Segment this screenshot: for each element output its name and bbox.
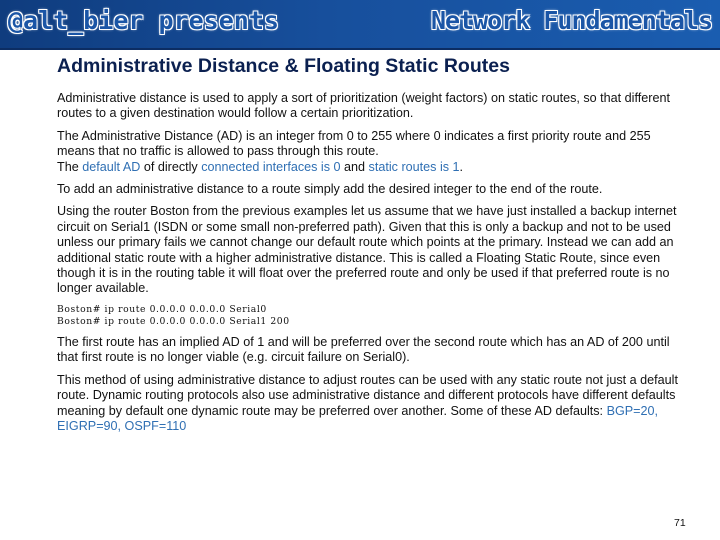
paragraph-dynamic-protocols: [57, 373, 679, 435]
page-number: 71: [674, 517, 686, 529]
series-title: Network Fundamentals: [430, 6, 712, 35]
static-routes-highlight: static routes is 1: [368, 159, 460, 174]
header-banner: [0, 0, 720, 50]
default-ad-highlight: default AD: [82, 159, 141, 174]
text-span: and: [340, 159, 369, 174]
slide-title: Administrative Distance & Floating Static Routes: [57, 55, 510, 77]
connected-interfaces-highlight: connected interfaces is 0: [201, 159, 341, 174]
paragraph-add-ad: To add an administrative distance to a route simply add the desired integer to the end of the route.: [57, 182, 603, 197]
code-line: Boston# ip route 0.0.0.0 0.0.0.0 Serial1 200: [57, 315, 290, 327]
code-line: Boston# ip route 0.0.0.0 0.0.0.0 Serial0: [57, 303, 267, 315]
text-span: of directly: [140, 159, 202, 174]
text-span: This method of using administrative distance to adjust routes can be used with any static route not just a default route. Dynamic routing protocols also use administrative distance and different protocols have different defaults meaning by default one dynamic route may be preferred over another. Some of these AD defaults:: [57, 372, 678, 418]
paragraph-implied-ad: The first route has an implied AD of 1 and will be preferred over the second route which has an AD of 200 until that first route is no longer viable (e.g. circuit failure on Serial0).: [57, 334, 670, 365]
slide-body: [57, 91, 679, 441]
paragraph-ad-range: [57, 129, 679, 175]
code-block: [57, 304, 679, 328]
paragraph-boston-example: Using the router Boston from the previous examples let us assume that we have just installed a backup internet circuit on Serial1 (ISDN or some small non-preferred path). Given that this is only a backup and not to be used unless our primary fails we cannot change our default route which points at the primary. Instead we can add an additional static route with a higher administrative distance. This is called a Floating Static Route, since even though it is in the routing table it will float over the preferred route and only be used if that preferred route is no longer available.: [57, 204, 677, 296]
text-span: .: [459, 159, 464, 174]
paragraph-intro: Administrative distance is used to apply a sort of prioritization (weight factors) on static routes, so that different routes to a given destination would follow a certain prioritization.: [57, 91, 670, 121]
ad-range-text: The Administrative Distance (AD) is an integer from 0 to 255 where 0 indicates a first priority route and 255 means that no traffic is allowed to pass through this route.: [57, 128, 651, 159]
ad-defaults-highlight: BGP=20, EIGRP=90, OSPF=110: [57, 403, 659, 433]
brand-logo-text: @alt_bier presents: [8, 6, 279, 35]
text-span: The: [57, 159, 83, 174]
